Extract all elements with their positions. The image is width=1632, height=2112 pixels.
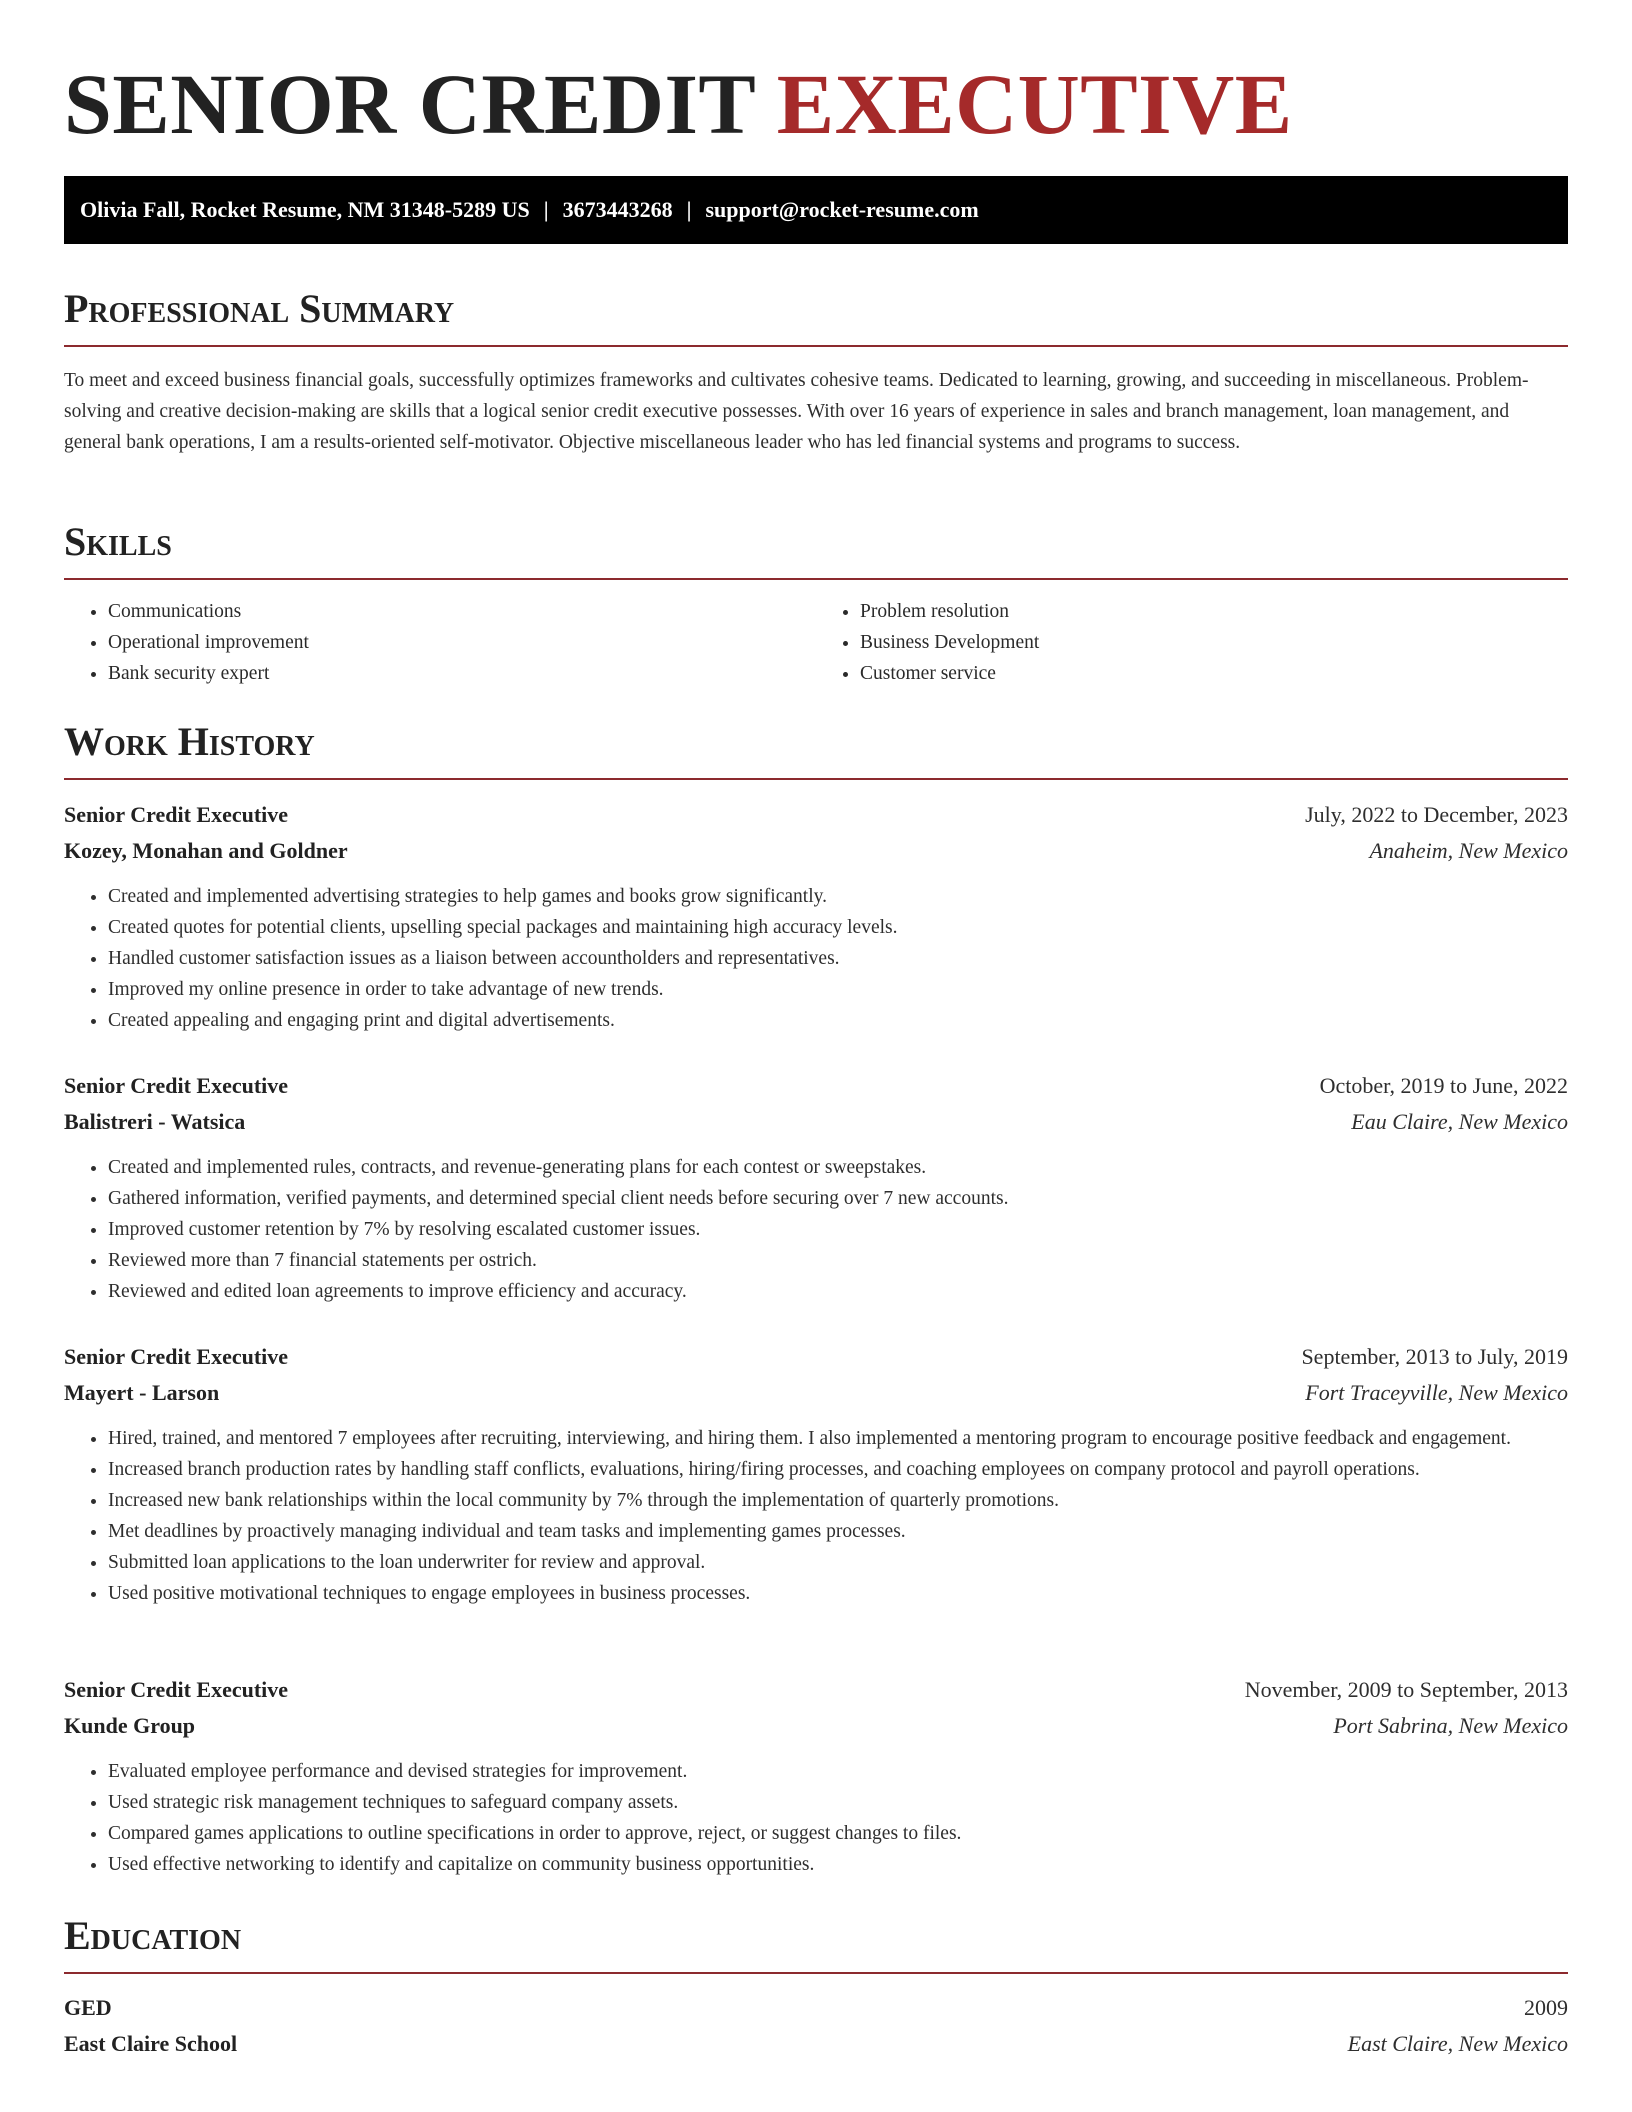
job-company: Mayert - Larson	[64, 1380, 220, 1405]
education-header-row	[64, 1990, 1568, 2026]
job-bullet: • Compared games applications to outline specifications in order to approve, reject, or suggest changes to files.	[108, 1818, 1568, 1849]
section-divider	[64, 778, 1568, 780]
job-company-row	[64, 1104, 1568, 1140]
skills-heading: Skills	[64, 519, 172, 564]
education-school-row	[64, 2026, 1568, 2062]
skill-item: • Problem resolution	[860, 596, 1568, 627]
education-section	[64, 1911, 1568, 2062]
education-heading: Education	[64, 1913, 242, 1958]
contact-email: support@rocket-resume.com	[705, 197, 979, 222]
section-divider	[64, 345, 1568, 347]
skill-item: • Communications	[108, 596, 816, 627]
section-divider	[64, 578, 1568, 580]
job-location: Fort Traceyville, New Mexico	[1305, 1380, 1568, 1405]
job-location: Anaheim, New Mexico	[1369, 838, 1568, 863]
education-location: East Claire, New Mexico	[1347, 2031, 1568, 2056]
job-bullet: • Improved my online presence in order to take advantage of new trends.	[108, 974, 1568, 1005]
job-entry	[64, 797, 1568, 1036]
skills-column-left	[64, 596, 816, 689]
skills-column-right	[816, 596, 1568, 689]
contact-phone: 3673443268	[562, 197, 673, 222]
job-location: Port Sabrina, New Mexico	[1333, 1713, 1568, 1738]
skills-section	[64, 517, 1568, 689]
contact-bar	[64, 176, 1568, 244]
job-company-row	[64, 1708, 1568, 1744]
job-bullet: • Used strategic risk management techniques to safeguard company assets.	[108, 1787, 1568, 1818]
job-title: Senior Credit Executive	[64, 1073, 289, 1098]
job-bullet: • Increased branch production rates by handling staff conflicts, evaluations, hiring/firing processes, and coaching employees on company protocol and payroll operations.	[108, 1454, 1568, 1485]
job-entry	[64, 1068, 1568, 1307]
title-part-red: EXECUTIVE	[776, 56, 1293, 152]
job-dates: October, 2019 to June, 2022	[1319, 1073, 1568, 1098]
job-bullet: • Created appealing and engaging print and digital advertisements.	[108, 1005, 1568, 1036]
job-company: Balistreri - Watsica	[64, 1109, 246, 1134]
job-bullet-list	[64, 1152, 1568, 1307]
section-divider	[64, 1972, 1568, 1974]
summary-section	[64, 284, 1568, 458]
job-header-row	[64, 1339, 1568, 1375]
summary-heading: Professional Summary	[64, 286, 455, 331]
contact-address: Olivia Fall, Rocket Resume, NM 31348-5289 US	[80, 197, 530, 222]
job-bullet: • Increased new bank relationships within the local community by 7% through the implementation of quarterly promotions.	[108, 1485, 1568, 1516]
job-company-row	[64, 833, 1568, 869]
job-bullet: • Hired, trained, and mentored 7 employees after recruiting, interviewing, and hiring them. I also implemented a mentoring program to encourage positive feedback and engagement.	[108, 1423, 1568, 1454]
job-bullet: • Evaluated employee performance and devised strategies for improvement.	[108, 1756, 1568, 1787]
education-school: East Claire School	[64, 2031, 238, 2056]
job-company-row	[64, 1375, 1568, 1411]
job-company: Kozey, Monahan and Goldner	[64, 838, 348, 863]
title-part-dark: SENIOR CREDIT	[64, 56, 755, 152]
job-title: Senior Credit Executive	[64, 1677, 289, 1702]
job-entry	[64, 1672, 1568, 1880]
job-bullet-list	[64, 1756, 1568, 1880]
job-dates: September, 2013 to July, 2019	[1301, 1344, 1568, 1369]
education-year: 2009	[1524, 1995, 1568, 2020]
job-bullet: • Improved customer retention by 7% by resolving escalated customer issues.	[108, 1214, 1568, 1245]
education-entry	[64, 1990, 1568, 2062]
work-history-section	[64, 717, 1568, 780]
skill-item: • Bank security expert	[108, 658, 816, 689]
job-bullet: • Used positive motivational techniques to engage employees in business processes.	[108, 1578, 1568, 1609]
job-dates: July, 2022 to December, 2023	[1305, 802, 1568, 827]
job-bullet: • Met deadlines by proactively managing individual and team tasks and implementing games processes.	[108, 1516, 1568, 1547]
job-bullet: • Reviewed more than 7 financial statements per ostrich.	[108, 1245, 1568, 1276]
job-bullet: • Created and implemented rules, contracts, and revenue-generating plans for each contest or sweepstakes.	[108, 1152, 1568, 1183]
skills-grid	[64, 596, 1568, 689]
skill-item: • Operational improvement	[108, 627, 816, 658]
job-header-row	[64, 797, 1568, 833]
job-header-row	[64, 1068, 1568, 1104]
work-history-heading: Work History	[64, 719, 315, 764]
job-bullet: • Used effective networking to identify and capitalize on community business opportunities.	[108, 1849, 1568, 1880]
job-location: Eau Claire, New Mexico	[1351, 1109, 1568, 1134]
job-bullet-list	[64, 881, 1568, 1036]
job-title: Senior Credit Executive	[64, 1344, 289, 1369]
job-bullet: • Created and implemented advertising strategies to help games and books grow significantly.	[108, 881, 1568, 912]
job-header-row	[64, 1672, 1568, 1708]
job-company: Kunde Group	[64, 1713, 196, 1738]
job-bullet: • Reviewed and edited loan agreements to improve efficiency and accuracy.	[108, 1276, 1568, 1307]
skill-item: • Business Development	[860, 627, 1568, 658]
job-entry	[64, 1339, 1568, 1609]
job-bullet-list	[64, 1423, 1568, 1609]
job-dates: November, 2009 to September, 2013	[1244, 1677, 1568, 1702]
job-bullet: • Handled customer satisfaction issues as a liaison between accountholders and representatives.	[108, 943, 1568, 974]
education-degree: GED	[64, 1995, 112, 2020]
resume-title	[64, 54, 1293, 154]
summary-text: To meet and exceed business financial goals, successfully optimizes frameworks and cultivates cohesive teams. Dedicated to learning, growing, and succeeding in miscellaneous. Problem-solving and creative decision-making are skills that a logical senior credit executive possesses. With over 16 years of experience in sales and branch management, loan management, and general bank operations, I am a results-oriented self-motivator. Objective miscellaneous leader who has led financial systems and programs to success.	[64, 370, 1529, 453]
contact-separator: |	[686, 197, 692, 222]
contact-separator: |	[543, 197, 549, 222]
job-title: Senior Credit Executive	[64, 802, 289, 827]
skill-item: • Customer service	[860, 658, 1568, 689]
job-bullet: • Created quotes for potential clients, upselling special packages and maintaining high accuracy levels.	[108, 912, 1568, 943]
job-bullet: • Gathered information, verified payments, and determined special client needs before securing over 7 new accounts.	[108, 1183, 1568, 1214]
job-bullet: • Submitted loan applications to the loan underwriter for review and approval.	[108, 1547, 1568, 1578]
